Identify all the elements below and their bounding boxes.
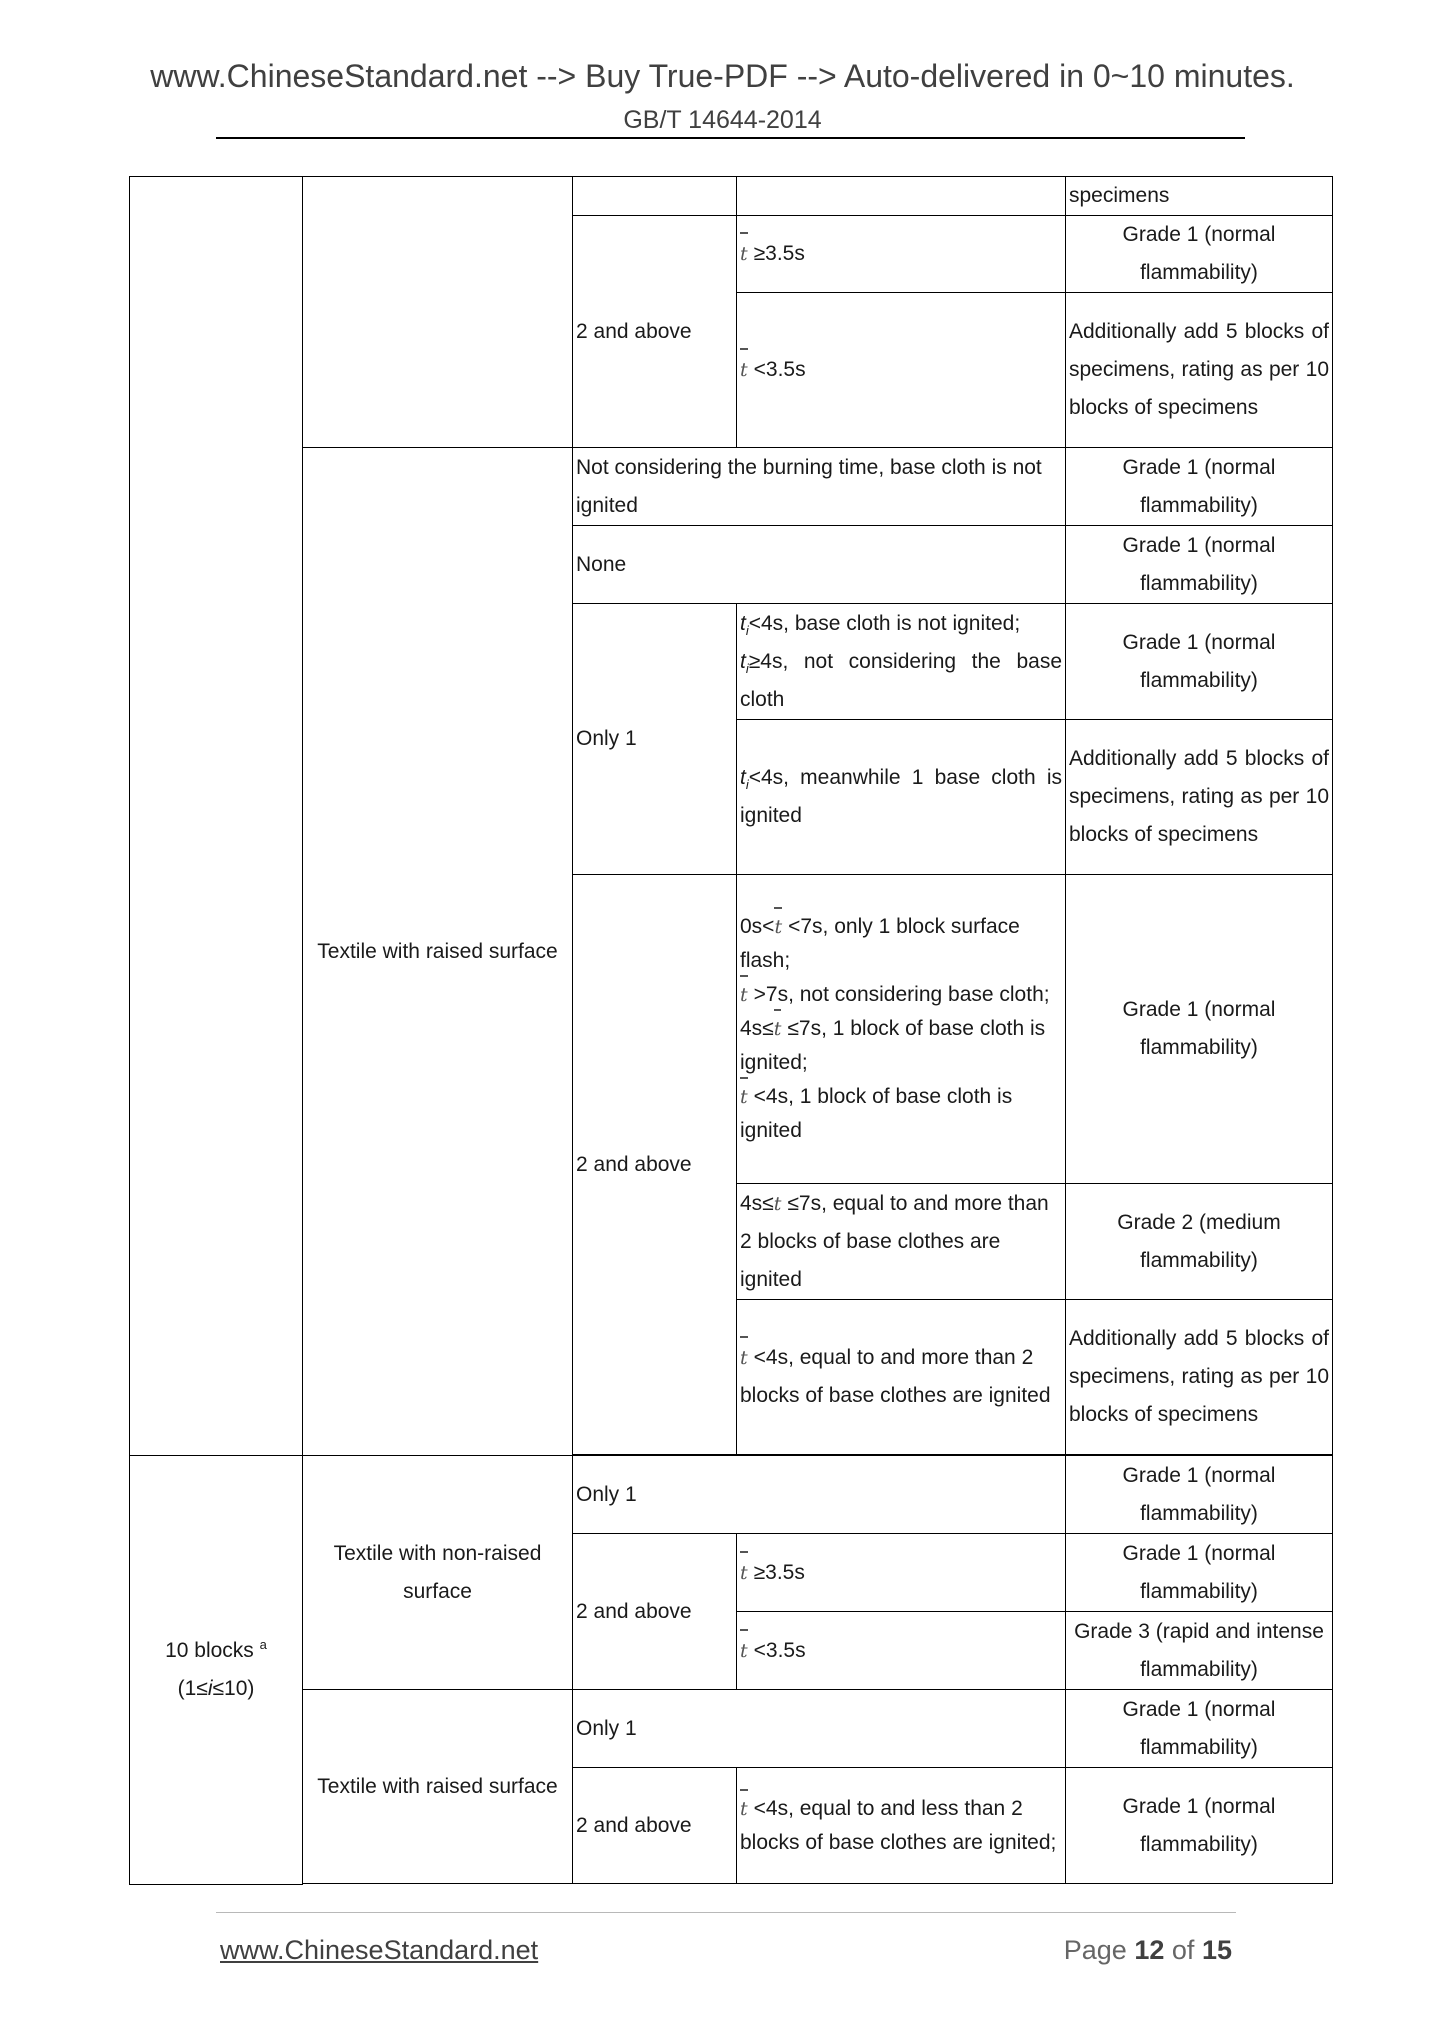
result-cell: Grade 1 (normal flammability) <box>1066 1534 1333 1612</box>
count-cell: Only 1 <box>573 1690 1066 1768</box>
condition-text: >7s, not considering base cloth; <box>753 983 1050 1006</box>
condition-cell <box>737 875 1066 1184</box>
condition-cell <box>737 1300 1066 1455</box>
textile-type-cell-continued <box>303 177 573 448</box>
result-cell: Grade 1 (normal flammability) <box>1066 1768 1333 1884</box>
time-subscript: i <box>745 777 749 793</box>
document-id: GB/T 14644-2014 <box>623 106 822 134</box>
condition-cell <box>737 604 1066 720</box>
result-cell: specimens <box>1066 177 1333 216</box>
result-cell: Grade 1 (normal flammability) <box>1066 448 1333 526</box>
time-symbol: t <box>740 766 746 789</box>
count-cell: 2 and above <box>573 1534 737 1690</box>
count-cell-empty <box>573 177 737 216</box>
condition-line <box>740 605 1062 643</box>
flammability-rating-table <box>129 176 1333 1885</box>
condition-line <box>740 643 1062 719</box>
count-cell: 2 and above <box>573 216 737 448</box>
result-cell: Additionally add 5 blocks of specimens, rating as per 10 blocks of specimens <box>1066 1300 1333 1455</box>
condition-cell <box>737 293 1066 448</box>
page-indicator <box>1000 1935 1232 1966</box>
footnote-marker: a <box>259 1636 267 1652</box>
page-total: 15 <box>1201 1935 1232 1965</box>
table-row <box>130 177 1333 216</box>
condition-text: ≤7s, equal to and more than 2 blocks of base clothes are ignited <box>740 1191 1049 1291</box>
mean-time-symbol: t <box>774 1185 782 1223</box>
sample-count-cell-continued <box>130 177 303 1456</box>
condition-text: ≥4s, not considering the base cloth <box>740 649 1062 711</box>
condition-text: <3.5s <box>753 358 806 381</box>
condition-line <box>740 1012 1062 1080</box>
result-cell: Grade 1 (normal flammability) <box>1066 1456 1333 1534</box>
count-cell: Only 1 <box>573 1456 1066 1534</box>
condition-text: <4s, equal to and less than 2 blocks of base clothes are ignited; <box>740 1796 1057 1854</box>
condition-cell-empty <box>737 177 1066 216</box>
result-cell: Grade 1 (normal flammability) <box>1066 526 1333 604</box>
range-text: ≤10) <box>212 1676 255 1700</box>
time-symbol: t <box>740 611 746 635</box>
result-cell: Grade 1 (normal flammability) <box>1066 875 1333 1184</box>
mean-time-symbol: t <box>740 351 748 389</box>
result-cell: Additionally add 5 blocks of specimens, rating as per 10 blocks of specimens <box>1066 720 1333 875</box>
condition-cell <box>737 216 1066 293</box>
textile-type-cell: Textile with raised surface <box>303 1690 573 1884</box>
mean-time-symbol: t <box>774 1012 782 1046</box>
result-cell: Additionally add 5 blocks of specimens, rating as per 10 blocks of specimens <box>1066 293 1333 448</box>
footer-website-link[interactable]: www.ChineseStandard.net <box>220 1935 539 1965</box>
condition-cell <box>737 1768 1066 1884</box>
condition-line <box>740 1080 1062 1148</box>
time-symbol: t <box>740 649 746 673</box>
count-cell: Only 1 <box>573 604 737 875</box>
header-banner: www.ChineseStandard.net --> Buy True-PDF --> Auto-delivered in 0~10 minutes. <box>150 58 1295 94</box>
condition-cell <box>737 1184 1066 1300</box>
condition-text: <4s, meanwhile 1 base cloth is ignited <box>740 766 1062 827</box>
condition-cell: None <box>573 526 1066 604</box>
result-cell: Grade 2 (medium flammability) <box>1066 1184 1333 1300</box>
sample-count-range <box>133 1670 299 1708</box>
count-cell: 2 and above <box>573 1768 737 1884</box>
page-number: 12 <box>1134 1935 1165 1965</box>
textile-type-cell: Textile with raised surface <box>303 448 573 1456</box>
condition-line <box>740 978 1062 1012</box>
condition-cell: Not considering the burning time, base cloth is not ignited <box>573 448 1066 526</box>
mean-time-symbol: t <box>774 910 782 944</box>
result-cell: Grade 3 (rapid and intense flammability) <box>1066 1612 1333 1690</box>
table-row-spacer <box>130 1884 1333 1885</box>
mean-time-symbol: t <box>740 1080 748 1114</box>
condition-text: <4s, 1 block of base cloth is ignited <box>740 1085 1013 1142</box>
mean-time-symbol: t <box>740 978 748 1012</box>
textile-type-cell: Textile with non-raised surface <box>303 1456 573 1690</box>
mean-time-symbol: t <box>740 235 748 273</box>
condition-text: 0s< <box>740 915 775 938</box>
range-variable: i <box>207 1676 213 1700</box>
condition-text: ≥3.5s <box>753 242 805 265</box>
condition-text: <3.5s <box>753 1638 806 1662</box>
condition-line <box>740 910 1062 978</box>
mean-time-symbol: t <box>740 1792 748 1826</box>
of-word: of <box>1171 1935 1195 1965</box>
header-divider <box>216 137 1245 139</box>
condition-text: 4s≤ <box>740 1017 774 1040</box>
condition-text: <4s, equal to and more than 2 blocks of base clothes are ignited <box>740 1346 1051 1407</box>
result-cell: Grade 1 (normal flammability) <box>1066 1690 1333 1768</box>
condition-text: <4s, base cloth is not ignited; <box>748 611 1021 635</box>
table-row <box>130 1456 1333 1534</box>
condition-text: 4s≤ <box>740 1191 774 1215</box>
sample-count-label <box>133 1632 299 1670</box>
count-cell: 2 and above <box>573 875 737 1455</box>
page-word: Page <box>1063 1935 1127 1965</box>
condition-cell <box>737 1612 1066 1690</box>
condition-cell <box>737 720 1066 875</box>
sample-count-cell <box>130 1456 303 1885</box>
spacer <box>303 1884 1333 1885</box>
table-row <box>130 448 1333 526</box>
condition-text: ≥3.5s <box>753 1560 805 1584</box>
mean-time-symbol: t <box>740 1632 748 1670</box>
mean-time-symbol: t <box>740 1554 748 1592</box>
range-text: (1≤ <box>177 1676 208 1700</box>
result-cell: Grade 1 (normal flammability) <box>1066 604 1333 720</box>
result-cell: Grade 1 (normal flammability) <box>1066 216 1333 293</box>
condition-text: <7s, only 1 block surface flash; <box>740 915 1020 972</box>
footer-divider <box>216 1912 1236 1913</box>
condition-text: ≤7s, 1 block of base cloth is ignited; <box>740 1017 1046 1074</box>
table-row <box>130 1690 1333 1768</box>
mean-time-symbol: t <box>740 1339 748 1377</box>
time-subscript: i <box>745 622 749 638</box>
sample-count-text: 10 blocks <box>165 1638 254 1662</box>
time-subscript: i <box>745 660 749 676</box>
condition-cell <box>737 1534 1066 1612</box>
